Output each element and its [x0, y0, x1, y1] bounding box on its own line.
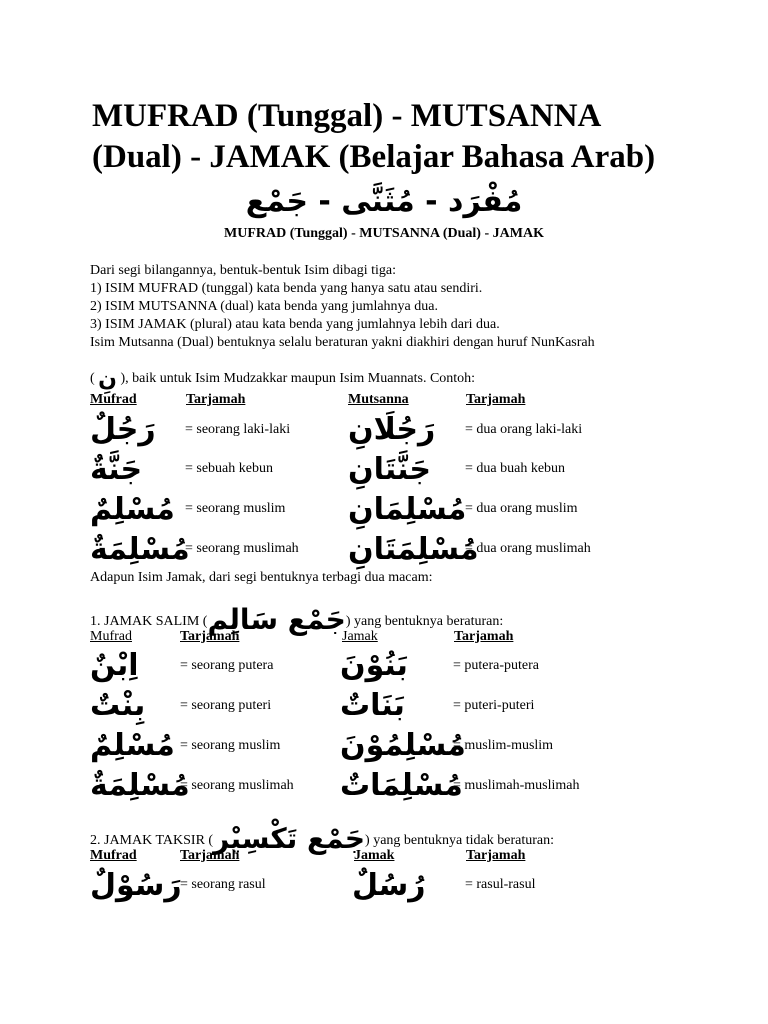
tarjamah-text: = sebuah kebun [185, 461, 273, 476]
tarjamah-text: = seorang muslim [180, 738, 281, 753]
arabic-mutsanna-word: مُسْلِمَانِ [348, 492, 467, 527]
header-tarjamah: Tarjamah [466, 848, 526, 863]
page-title: MUFRAD (Tunggal) - MUTSANNA (Dual) - JAMAK (Belajar Bahasa Arab) [92, 98, 656, 175]
arabic-jamak-word: مُسْلِمَاتٌ [340, 768, 463, 803]
nun-line-text: ), baik untuk Isim Mudzakkar maupun Isim Muannats. Contoh: [120, 371, 476, 386]
arabic-mufrad-word: جَنَّةٌ [90, 452, 143, 487]
arabic-jamak-word: مُسْلِمُوْنَ [340, 728, 466, 763]
header-tarjamah: Tarjamah [186, 392, 246, 407]
arabic-mutsanna-word: جَنَّتَانِ [348, 452, 431, 487]
arabic-mufrad-word: مُسْلِمٌ [90, 492, 175, 527]
arabic-jamak-word: رُسُلٌ [352, 868, 426, 903]
arabic-mufrad-word: اِبْنٌ [90, 648, 139, 683]
arabic-heading: مُفْرَد - مُثَنَّى - جَمْع [245, 184, 523, 219]
open-paren: ( [90, 371, 95, 386]
intro-line: 1) ISIM MUFRAD (tunggal) kata benda yang hanya satu atau sendiri. [90, 281, 483, 296]
taksir-prefix: 2. JAMAK TAKSIR ( [90, 833, 214, 848]
arabic-mufrad-word: رَجُلٌ [90, 412, 156, 447]
tarjamah-text: = dua orang muslim [465, 501, 578, 516]
header-jamak: Jamak [342, 629, 378, 644]
tarjamah-text: = dua buah kebun [465, 461, 566, 476]
nun-kasrah-line [90, 367, 475, 392]
jamak-intro: Adapun Isim Jamak, dari segi bentuknya terbagi dua macam: [90, 570, 433, 585]
arabic-mufrad-word: بِنْتٌ [90, 688, 146, 723]
tarjamah-text: = seorang muslim [185, 501, 286, 516]
nun-kasrah-glyph: نِ [98, 367, 117, 392]
arabic-mutsanna-word: مُسْلِمَتَانِ [348, 532, 479, 567]
header-tarjamah: Tarjamah [454, 629, 514, 644]
header-tarjamah: Tarjamah [180, 629, 240, 644]
arabic-mufrad-word: مُسْلِمَةٌ [90, 768, 190, 803]
tarjamah-text: = puteri-puteri [453, 698, 535, 713]
tarjamah-text: = dua orang laki-laki [465, 422, 583, 437]
arabic-mutsanna-word: رَجُلَانِ [348, 412, 436, 447]
intro-paragraph [90, 262, 710, 352]
arabic-jamak-word: بَنُوْنَ [340, 648, 408, 683]
intro-line: 3) ISIM JAMAK (plural) atau kata benda yang jumlahnya lebih dari dua. [90, 317, 500, 332]
intro-line: 2) ISIM MUTSANNA (dual) kata benda yang jumlahnya dua. [90, 299, 438, 314]
intro-line: Dari segi bilangannya, bentuk-bentuk Isim dibagi tiga: [90, 263, 396, 278]
tarjamah-text: = putera-putera [453, 658, 540, 673]
header-tarjamah: Tarjamah [180, 848, 240, 863]
arabic-jamak-word: بَنَاتٌ [340, 688, 405, 723]
salim-arabic: جَمْع سَالِم [207, 603, 346, 636]
tarjamah-text: = seorang puteri [180, 698, 272, 713]
arabic-mufrad-word: مُسْلِمٌ [90, 728, 175, 763]
header-mutsanna: Mutsanna [348, 392, 409, 407]
taksir-arabic: جَمْع تَكْسِيْر [213, 822, 366, 855]
tarjamah-text: = seorang muslimah [180, 778, 294, 793]
tarjamah-text: = muslim-muslim [453, 738, 554, 753]
header-mufrad: Mufrad [90, 848, 137, 863]
header-mufrad: Mufrad [90, 392, 137, 407]
tarjamah-text: = muslimah-muslimah [453, 778, 580, 793]
arabic-mufrad-word: رَسُوْلٌ [90, 868, 182, 903]
tarjamah-text: = seorang putera [180, 658, 274, 673]
subtitle: MUFRAD (Tunggal) - MUTSANNA (Dual) - JAMAK [224, 226, 544, 241]
tarjamah-text: = seorang muslimah [185, 541, 299, 556]
arabic-mufrad-word: مُسْلِمَةٌ [90, 532, 190, 567]
tarjamah-text: = seorang laki-laki [185, 422, 291, 437]
salim-prefix: 1. JAMAK SALIM ( [90, 614, 208, 629]
taksir-suffix: ) yang bentuknya tidak beraturan: [365, 833, 554, 848]
tarjamah-text: = rasul-rasul [465, 877, 536, 892]
jamak-salim-line [90, 603, 503, 636]
tarjamah-text: = seorang rasul [180, 877, 266, 892]
header-jamak: Jamak [354, 848, 395, 863]
header-mufrad: Mufrad [90, 629, 132, 644]
header-tarjamah: Tarjamah [466, 392, 526, 407]
tarjamah-text: = dua orang muslimah [465, 541, 591, 556]
salim-suffix: ) yang bentuknya beraturan: [345, 614, 504, 629]
intro-line: Isim Mutsanna (Dual) bentuknya selalu beraturan yakni diakhiri dengan huruf NunKasrah [90, 335, 595, 350]
